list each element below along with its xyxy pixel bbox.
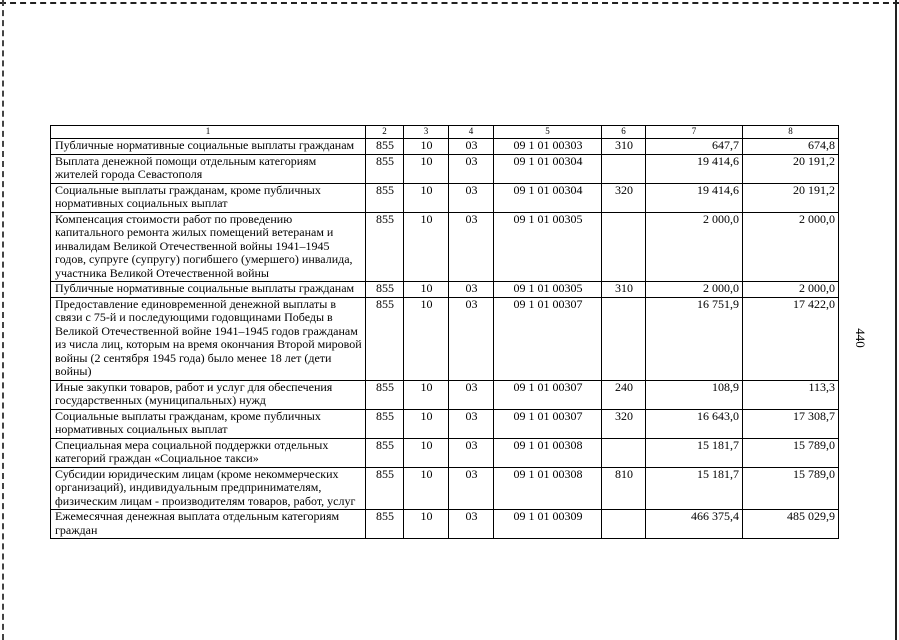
- expense-type-code: 310: [602, 282, 646, 298]
- row-description: Выплата денежной помощи отдельным категориям жителей города Севастополя: [51, 154, 366, 183]
- row-description: Специальная мера социальной поддержки отдельных категорий граждан «Социальное такси»: [51, 438, 366, 467]
- section-code: 10: [404, 139, 449, 155]
- department-code: 855: [366, 297, 404, 380]
- amount-year-1: 647,7: [646, 139, 743, 155]
- table-row: [51, 467, 839, 510]
- row-description: Субсидии юридическим лицам (кроме некоммерческих организаций), индивидуальным предпринимателям, физическим лицам - производителям товаров, работ, услуг: [51, 467, 366, 510]
- table-row: [51, 380, 839, 409]
- target-article-code: 09 1 01 00305: [494, 212, 602, 282]
- department-code: 855: [366, 510, 404, 539]
- subsection-code: 03: [449, 154, 494, 183]
- target-article-code: 09 1 01 00308: [494, 467, 602, 510]
- target-article-code: 09 1 01 00303: [494, 139, 602, 155]
- amount-year-2: 17 422,0: [743, 297, 839, 380]
- amount-year-1: 2 000,0: [646, 282, 743, 298]
- amount-year-1: 16 643,0: [646, 409, 743, 438]
- amount-year-2: 2 000,0: [743, 282, 839, 298]
- subsection-code: 03: [449, 183, 494, 212]
- target-article-code: 09 1 01 00307: [494, 297, 602, 380]
- department-code: 855: [366, 467, 404, 510]
- column-header: 8: [743, 126, 839, 139]
- expense-type-code: [602, 510, 646, 539]
- table-row: [51, 510, 839, 539]
- amount-year-1: 15 181,7: [646, 438, 743, 467]
- row-description: Иные закупки товаров, работ и услуг для обеспечения государственных (муниципальных) нужд: [51, 380, 366, 409]
- section-code: 10: [404, 183, 449, 212]
- amount-year-2: 674,8: [743, 139, 839, 155]
- expense-type-code: [602, 154, 646, 183]
- amount-year-2: 20 191,2: [743, 183, 839, 212]
- expense-type-code: [602, 438, 646, 467]
- department-code: 855: [366, 380, 404, 409]
- amount-year-1: 19 414,6: [646, 154, 743, 183]
- subsection-code: 03: [449, 510, 494, 539]
- expense-type-code: [602, 212, 646, 282]
- department-code: 855: [366, 154, 404, 183]
- page-top-edge: [0, 2, 899, 4]
- row-description: Публичные нормативные социальные выплаты гражданам: [51, 139, 366, 155]
- subsection-code: 03: [449, 139, 494, 155]
- target-article-code: 09 1 01 00304: [494, 154, 602, 183]
- column-header: 7: [646, 126, 743, 139]
- target-article-code: 09 1 01 00309: [494, 510, 602, 539]
- target-article-code: 09 1 01 00304: [494, 183, 602, 212]
- page-number: 440: [853, 328, 868, 348]
- row-description: Предоставление единовременной денежной выплаты в связи с 75-й и последующими годовщинами Победы в Великой Отечественной войне 1941–1945 годов гражданам из числа лиц, которым на время окончания Второй мировой войны (2 сентября 1945 года) было менее 18 лет (дети войны): [51, 297, 366, 380]
- column-header: 5: [494, 126, 602, 139]
- amount-year-2: 20 191,2: [743, 154, 839, 183]
- subsection-code: 03: [449, 409, 494, 438]
- row-description: Публичные нормативные социальные выплаты гражданам: [51, 282, 366, 298]
- department-code: 855: [366, 282, 404, 298]
- section-code: 10: [404, 380, 449, 409]
- row-description: Социальные выплаты гражданам, кроме публичных нормативных социальных выплат: [51, 183, 366, 212]
- expense-type-code: 310: [602, 139, 646, 155]
- table-row: [51, 282, 839, 298]
- subsection-code: 03: [449, 282, 494, 298]
- table-row: [51, 297, 839, 380]
- amount-year-1: 15 181,7: [646, 467, 743, 510]
- section-code: 10: [404, 438, 449, 467]
- page-left-edge: [2, 0, 4, 640]
- table-row: [51, 183, 839, 212]
- expense-type-code: [602, 297, 646, 380]
- subsection-code: 03: [449, 297, 494, 380]
- department-code: 855: [366, 438, 404, 467]
- subsection-code: 03: [449, 212, 494, 282]
- expense-type-code: 320: [602, 409, 646, 438]
- amount-year-2: 485 029,9: [743, 510, 839, 539]
- table-row: [51, 154, 839, 183]
- subsection-code: 03: [449, 438, 494, 467]
- section-code: 10: [404, 510, 449, 539]
- table-row: [51, 139, 839, 155]
- amount-year-1: 108,9: [646, 380, 743, 409]
- row-description: Компенсация стоимости работ по проведению капитального ремонта жилых помещений ветеранам и инвалидам Великой Отечественной войны 1941–1945 годов, супруге (супругу) погибшего (умершего) инвалида, участника Великой Отечественной войны: [51, 212, 366, 282]
- amount-year-2: 15 789,0: [743, 467, 839, 510]
- target-article-code: 09 1 01 00305: [494, 282, 602, 298]
- column-header: 3: [404, 126, 449, 139]
- section-code: 10: [404, 467, 449, 510]
- target-article-code: 09 1 01 00308: [494, 438, 602, 467]
- row-description: Ежемесячная денежная выплата отдельным категориям граждан: [51, 510, 366, 539]
- section-code: 10: [404, 282, 449, 298]
- expense-type-code: 810: [602, 467, 646, 510]
- page-right-edge: [895, 0, 897, 640]
- table-row: [51, 409, 839, 438]
- amount-year-2: 15 789,0: [743, 438, 839, 467]
- section-code: 10: [404, 297, 449, 380]
- department-code: 855: [366, 139, 404, 155]
- department-code: 855: [366, 409, 404, 438]
- amount-year-1: 16 751,9: [646, 297, 743, 380]
- table-row: [51, 438, 839, 467]
- subsection-code: 03: [449, 380, 494, 409]
- amount-year-2: 17 308,7: [743, 409, 839, 438]
- section-code: 10: [404, 212, 449, 282]
- expense-type-code: 240: [602, 380, 646, 409]
- amount-year-1: 2 000,0: [646, 212, 743, 282]
- amount-year-2: 113,3: [743, 380, 839, 409]
- budget-table: [50, 125, 839, 539]
- table-header-row: [51, 126, 839, 139]
- target-article-code: 09 1 01 00307: [494, 409, 602, 438]
- subsection-code: 03: [449, 467, 494, 510]
- amount-year-2: 2 000,0: [743, 212, 839, 282]
- column-header: 2: [366, 126, 404, 139]
- section-code: 10: [404, 154, 449, 183]
- column-header: 6: [602, 126, 646, 139]
- table-row: [51, 212, 839, 282]
- department-code: 855: [366, 212, 404, 282]
- section-code: 10: [404, 409, 449, 438]
- target-article-code: 09 1 01 00307: [494, 380, 602, 409]
- column-header: 1: [51, 126, 366, 139]
- amount-year-1: 19 414,6: [646, 183, 743, 212]
- department-code: 855: [366, 183, 404, 212]
- amount-year-1: 466 375,4: [646, 510, 743, 539]
- row-description: Социальные выплаты гражданам, кроме публичных нормативных социальных выплат: [51, 409, 366, 438]
- column-header: 4: [449, 126, 494, 139]
- expense-type-code: 320: [602, 183, 646, 212]
